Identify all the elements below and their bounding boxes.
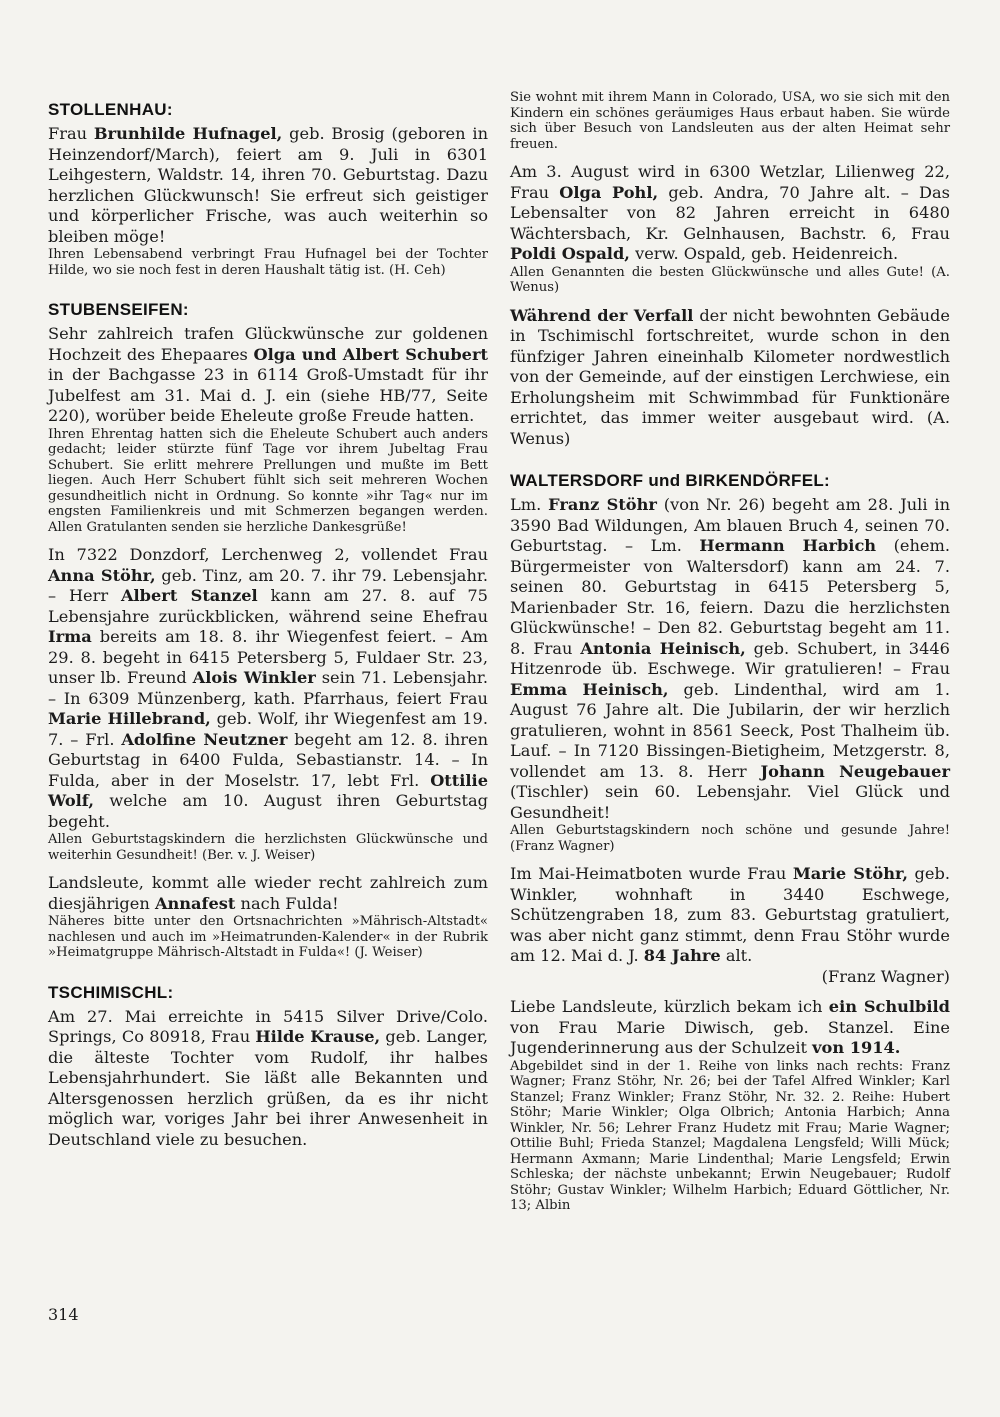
right-column (510, 90, 950, 1214)
signature: (Franz Wagner) (821, 966, 950, 986)
page-number: 314 (48, 1305, 79, 1324)
paragraph: Während der Verfall der nicht bewohnten Gebäude in Tschimischl fortschreitet, wurde schon in den fünfziger Jahren eineinhalb Kilometer nordwestlich von der Gemeinde, auf der einstigen Lerchwiese, ein Erholungsheim mit Schwimmbad für Funktionäre errichtet, das immer weiter ausgebaut wird. (A. Wenus) (510, 305, 950, 448)
section-heading-stollenhau: STOLLENHAU: (48, 100, 173, 119)
left-column (48, 90, 488, 1150)
paragraph: Liebe Landsleute, kürzlich bekam ich ein Schulbild von Frau Marie Diwisch, geb. Stanzel. Eine Jugenderinnerung aus der Schulzeit von 1914. (510, 997, 950, 1057)
paragraph-small: Näheres bitte unter den Ortsnachrichten »Mährisch-Altstadt« nachlesen und auch im »Heimatrunden-Kalender« in der Rubrik »Heimatgruppe Mährisch-Altstadt in Fulda«! (J. Weiser) (48, 914, 488, 960)
paragraph-small: Sie wohnt mit ihrem Mann in Colorado, USA, wo sie sich mit den Kindern ein schönes geräumiges Haus erbaut haben. Sie würde sich über Besuch von Landsleuten aus der alten Heimat sehr freuen. (510, 90, 950, 152)
paragraph: Sehr zahlreich trafen Glückwünsche zur goldenen Hochzeit des Ehepaares Olga und Albert Schubert in der Bachgasse 23 in 6114 Groß-Umstadt für ihr Jubelfest am 31. Mai d. J. ein (siehe HB/77, Seite 220), worüber beide Eheleute große Freude hatten. (48, 324, 488, 425)
section-heading-tschimischl: TSCHIMISCHL: (48, 982, 174, 1002)
paragraph-small: Allen Geburtstagskindern die herzlichsten Glückwünsche und weiterhin Gesundheit! (Ber. v. J. Weiser) (48, 832, 488, 863)
section-heading-waltersdorf: WALTERSDORF und BIRKENDÖRFEL: (510, 471, 831, 490)
paragraph-small: Abgebildet sind in der 1. Reihe von links nach rechts: Franz Wagner; Franz Stöhr, Nr. 26; bei der Tafel Alfred Winkler; Karl Stanzel; Franz Winkler; Franz Stöhr, Nr. 32. 2. Reihe: Hubert Stöhr; Marie Winkler; Olga Olbrich; Antonia Harbich; Anna Winkler, Nr. 56; Lehrer Franz Hudetz mit Frau; Marie Wagner; Ottilie Buhl; Frieda Stanzel; Magdalena Lengsfeld; Willi Mück; Hermann Axmann; Marie Lindenthal; Marie Lengsfeld; Erwin Schleska; der nächste unbekannt; Erwin Neugebauer; Rudolf Stöhr; Gustav Winkler; Wilhelm Harbich; Eduard Göttlicher, Nr. 13; Albin (510, 1058, 950, 1213)
paragraph-small: Ihren Lebensabend verbringt Frau Hufnagel bei der Tochter Hilde, wo sie noch fest in deren Haushalt tätig ist. (H. Ceh) (48, 247, 488, 278)
paragraph-small: Ihren Ehrentag hatten sich die Eheleute Schubert auch anders gedacht; leider stürzte fünf Tage vor ihrem Jubeltag Frau Schubert. Sie erlitt mehrere Prellungen und mußte im Bett liegen. Auch Herr Schubert fühlt sich seit mehreren Wochen gesundheitlich nicht in Ordnung. So konnte »ihr Tag« nur im engsten Familienkreis und mit Schmerzen begangen werden. Allen Gratulanten senden sie herzliche Dankesgrüße! (48, 426, 488, 535)
paragraph-small: Allen Genannten die besten Glückwünsche und alles Gute! (A. Wenus) (510, 264, 950, 295)
paragraph: Am 3. August wird in 6300 Wetzlar, Lilienweg 22, Frau Olga Pohl, geb. Andra, 70 Jahre alt. – Das Lebensalter von 82 Jahren erreicht in 6480 Wächtersbach, Kr. Gelnhausen, Bachstr. 6, Frau Poldi Ospald, verw. Ospald, geb. Heidenreich. (510, 162, 950, 263)
paragraph: Lm. Franz Stöhr (von Nr. 26) begeht am 28. Juli in 3590 Bad Wildungen, Am blauen Bruch 4, seinen 70. Geburtstag. – Lm. Hermann Harbich (ehem. Bürgermeister von Waltersdorf) kann am 24. 7. seinen 80. Geburtstag in 6415 Petersberg 5, Marienbader Str. 16, feiern. Dazu die herzlichsten Glückwünsche! – Den 82. Geburtstag begeht am 11. 8. Frau Antonia Heinisch, geb. Schubert, in 3446 Hitzenrode üb. Eschwege. Wir gratulieren! – Frau Emma Heinisch, geb. Lindenthal, wird am 1. August 76 Jahre alt. Die Jubilarin, der wir herzlich gratulieren, wohnt in 8561 Seeck, Post Thalheim üb. Lauf. – In 7120 Bissingen-Bietigheim, Metzgerstr. 8, vollendet am 13. 8. Herr Johann Neugebauer (Tischler) sein 60. Lebensjahr. Viel Glück und Gesundheit! (510, 495, 950, 822)
paragraph-small: Allen Geburtstagskindern noch schöne und gesunde Jahre! (Franz Wagner) (510, 823, 950, 854)
paragraph: Frau Brunhilde Hufnagel, geb. Brosig (geboren in Heinzendorf/March), feiert am 9. Juli in 6301 Leihgestern, Waldstr. 14, ihren 70. Geburtstag. Dazu herzlichen Glückwunsch! Sie erfreut sich geistiger und körperlicher Frische, was auch weiterhin so bleiben möge! (48, 124, 488, 246)
paragraph: In 7322 Donzdorf, Lerchenweg 2, vollendet Frau Anna Stöhr, geb. Tinz, am 20. 7. ihr 79. Lebensjahr. – Herr Albert Stanzel kann am 27. 8. auf 75 Lebensjahre zurückblicken, während seine Ehefrau Irma bereits am 18. 8. ihr Wiegenfest feiert. – Am 29. 8. begeht in 6415 Petersberg 5, Fuldaer Str. 23, unser lb. Freund Alois Winkler sein 71. Lebensjahr. – In 6309 Münzenberg, kath. Pfarrhaus, feiert Frau Marie Hillebrand, geb. Wolf, ihr Wiegenfest am 19. 7. – Frl. Adolfine Neutzner begeht am 12. 8. ihren Geburtstag in 6400 Fulda, Sebastianstr. 14. – In Fulda, aber in der Moselstr. 17, lebt Frl. Ottilie Wolf, welche am 10. August ihren Geburtstag begeht. (48, 545, 488, 831)
paragraph: Im Mai-Heimatboten wurde Frau Marie Stöhr, geb. Winkler, wohnhaft in 3440 Eschwege, Schützengraben 18, zum 83. Geburtstag gratuliert, was aber nicht ganz stimmt, denn Frau Stöhr wurde am 12. Mai d. J. 84 Jahre alt. (510, 864, 950, 965)
paragraph: Am 27. Mai erreichte in 5415 Silver Drive/Colo. Springs, Co 80918, Frau Hilde Krause, geb. Langer, die älteste Tochter vom Rudolf, ihr halbes Lebensjahrhundert. Sie läßt alle Bekannten und Altersgenossen herzlich grüßen, da es ihr nicht möglich war, voriges Jahr bei ihrer Anwesenheit in Deutschland viele zu besuchen. (48, 1006, 488, 1149)
paragraph: Landsleute, kommt alle wieder recht zahlreich zum diesjährigen Annafest nach Fulda! (48, 873, 488, 913)
section-heading-stubenseifen: STUBENSEIFEN: (48, 300, 189, 319)
